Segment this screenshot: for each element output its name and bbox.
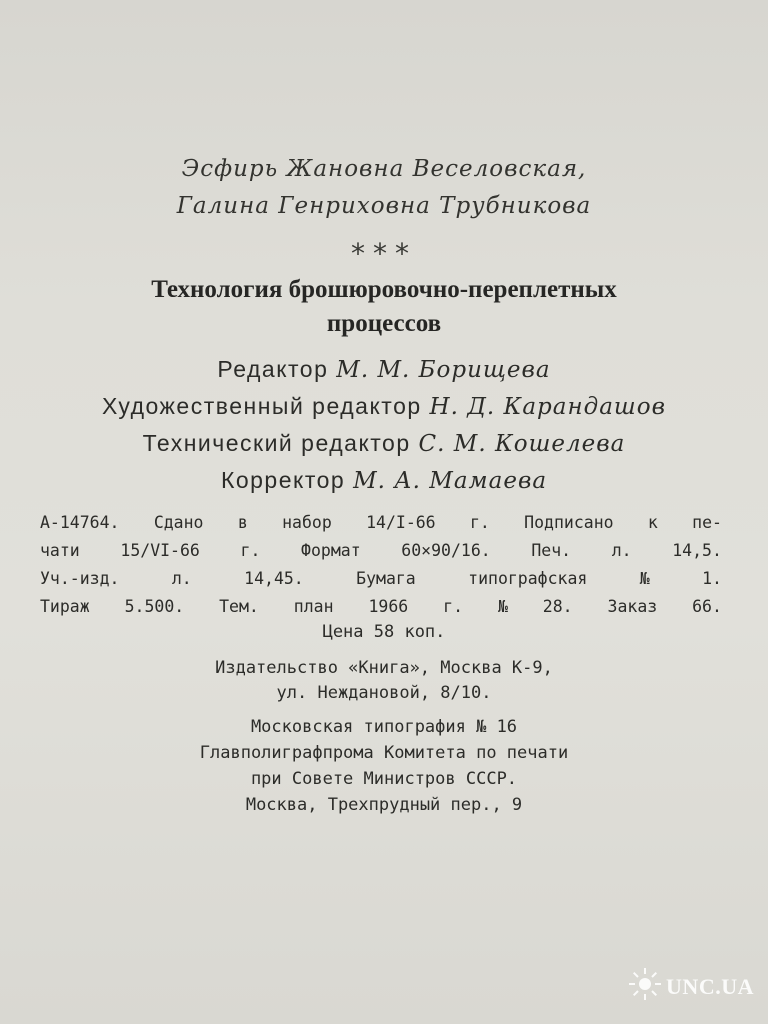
printer-line-1: Московская типография № 16 [250, 717, 518, 737]
imprint-word: Тем. [219, 597, 259, 616]
imprint-line-4 [40, 597, 722, 616]
credit-tech-editor [0, 430, 768, 457]
imprint-word: 15/VI-66 [120, 541, 200, 560]
imprint-word: в [237, 513, 248, 532]
imprint-word: пе- [692, 513, 722, 532]
imprint-word: г. [240, 541, 261, 560]
imprint-word: А-14764. [40, 513, 120, 532]
printer-line-2: Главполиграфпрома Комитета по печати [199, 743, 569, 763]
imprint-word: 66. [692, 597, 722, 616]
imprint-word: Формат [301, 541, 361, 560]
credit-role: Технический редактор [142, 430, 411, 456]
credit-art-editor [0, 393, 768, 420]
imprint-word: № [497, 597, 508, 616]
imprint-word: набор [282, 513, 332, 532]
imprint-word: 60×90/16. [401, 541, 491, 560]
credit-role: Художественный редактор [102, 393, 422, 419]
imprint-word: № [639, 569, 650, 588]
imprint-word: 14,5. [672, 541, 722, 560]
watermark [628, 967, 754, 1006]
imprint-word: 14/I-66 [366, 513, 436, 532]
imprint-word: 5.500. [124, 597, 185, 616]
book-title-line-1: Технология брошюровочно-переплетных [151, 276, 617, 303]
imprint-word: чати [40, 541, 80, 560]
imprint-word: Бумага [356, 569, 416, 588]
imprint-word: Заказ [607, 597, 658, 616]
imprint-word: г. [443, 597, 464, 616]
imprint-line-1 [40, 513, 722, 532]
author-line-2: Галина Генриховна Трубникова [176, 193, 592, 219]
imprint-word: к [647, 513, 658, 532]
imprint-word: 1966 [368, 597, 409, 616]
ornament-asterisks: ⁎⁎⁎ [351, 228, 417, 261]
credit-role: Редактор [217, 356, 329, 382]
imprint-line-2 [40, 541, 722, 560]
credit-name: С. М. Кошелева [418, 431, 626, 457]
book-title-line-2: процессов [326, 310, 442, 337]
imprint-word: Тираж [40, 597, 90, 616]
watermark-text: UNC.UA [666, 973, 754, 999]
price: Цена 58 коп. [322, 622, 446, 642]
imprint-word: 1. [702, 569, 722, 588]
imprint-word: г. [469, 513, 490, 532]
imprint-word: типографская [468, 569, 588, 588]
publisher-line-2: ул. Неждановой, 8/10. [276, 683, 492, 703]
imprint-word: план [293, 597, 334, 616]
imprint-line-3 [40, 569, 722, 588]
imprint-word: Подписано [524, 513, 614, 532]
credit-name: Н. Д. Карандашов [429, 394, 666, 420]
author-line-1: Эсфирь Жановна Веселовская, [181, 156, 587, 182]
imprint-word: л. [611, 541, 632, 560]
sun-logo-icon [628, 967, 662, 1006]
credit-role: Корректор [220, 467, 346, 493]
credit-proofreader [0, 467, 768, 494]
credit-name: М. А. Мамаева [353, 468, 548, 494]
imprint-word: Уч.-изд. [40, 569, 120, 588]
imprint-word: 28. [542, 597, 573, 616]
imprint-word: л. [171, 569, 192, 588]
credit-name: М. М. Борищева [336, 357, 551, 383]
credit-editor [0, 356, 768, 383]
imprint-word: Печ. [531, 541, 572, 560]
imprint-word: Сдано [153, 513, 204, 532]
printer-line-3: при Совете Министров СССР. [250, 769, 518, 789]
imprint-word: 14,45. [244, 569, 304, 588]
printer-line-4: Москва, Трехпрудный пер., 9 [245, 795, 523, 815]
publisher-line-1: Издательство «Книга», Москва К-9, [215, 658, 553, 678]
